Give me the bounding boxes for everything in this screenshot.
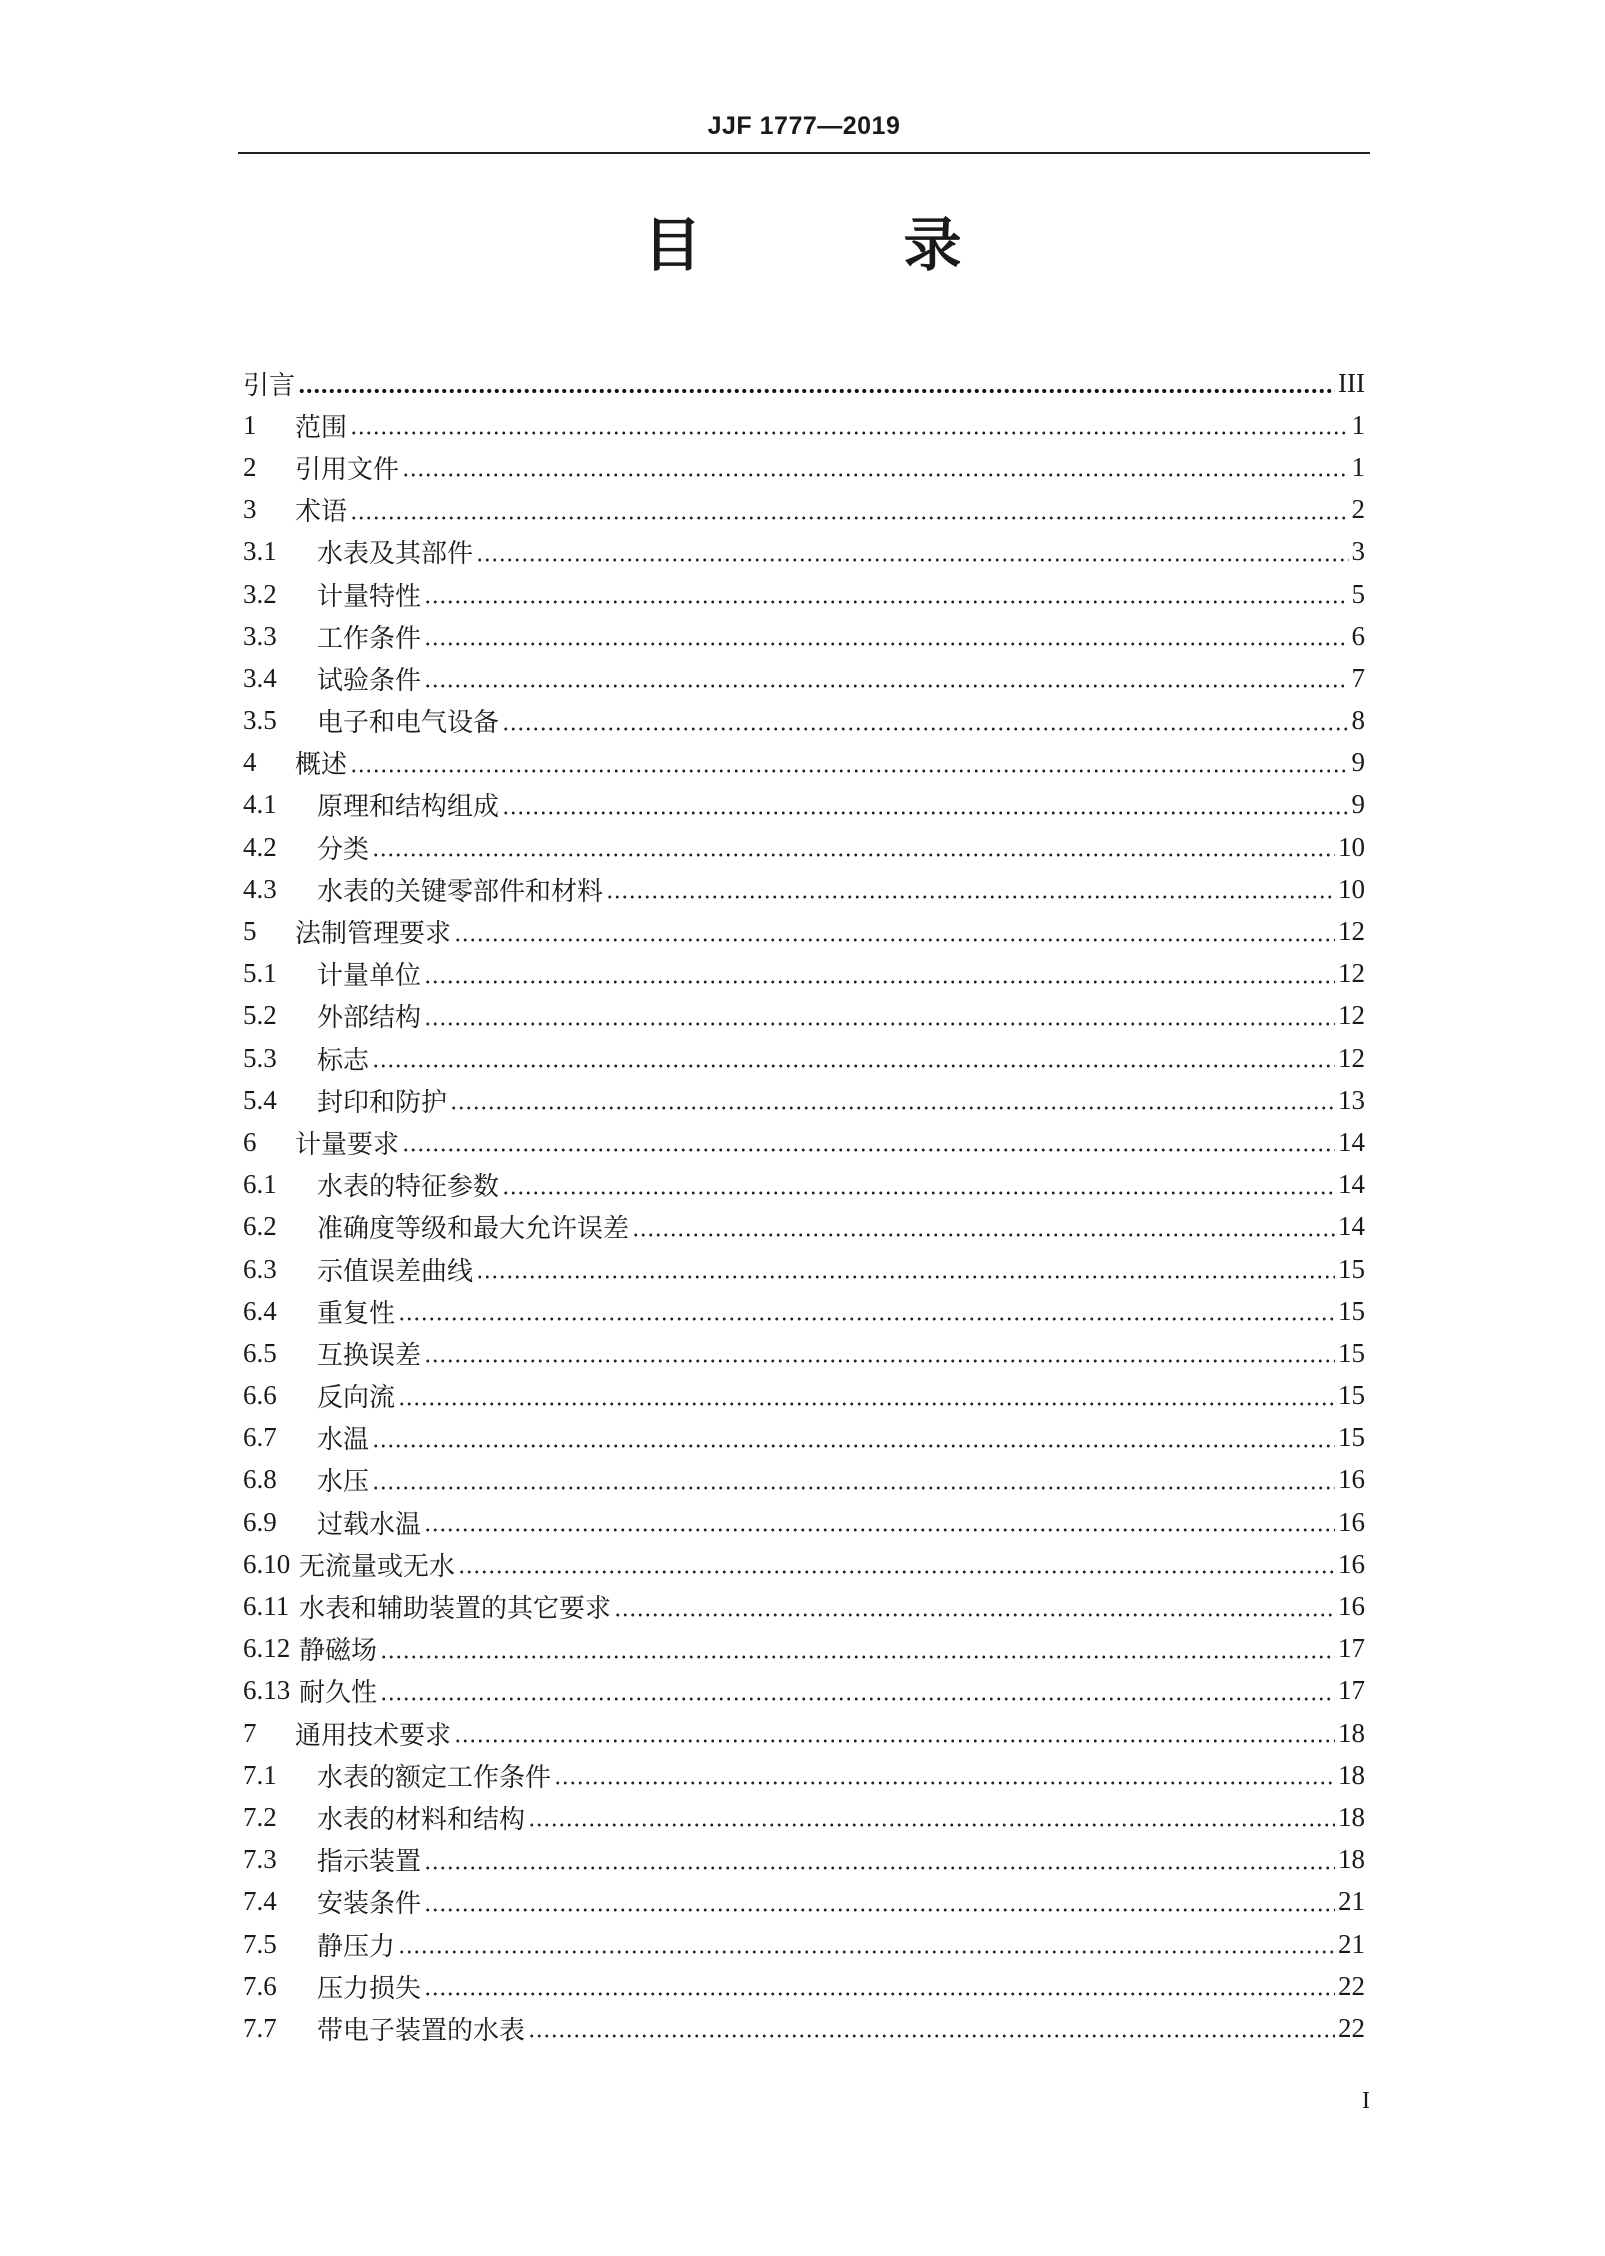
toc-entry — [243, 1754, 1365, 1796]
toc-entry-title: 无流量或无水 — [299, 1551, 456, 1582]
toc-entry-page: 9 — [1351, 789, 1365, 820]
toc-entry-page: 5 — [1351, 578, 1365, 609]
toc-entry — [243, 1248, 1365, 1290]
toc-entry-title: 概述 — [295, 750, 348, 781]
toc-entry — [243, 615, 1365, 657]
toc-entry-number: 3.4 — [243, 662, 277, 693]
page-number: I — [1362, 2088, 1370, 2114]
toc-entry-page: 18 — [1338, 1801, 1365, 1832]
toc-entry — [243, 1037, 1365, 1079]
toc-entry-number: 7 — [243, 1717, 257, 1748]
toc-entry-page: 21 — [1338, 1886, 1365, 1917]
toc-entry-title: 计量单位 — [317, 961, 422, 992]
toc-entry — [243, 1079, 1365, 1121]
toc-entry — [243, 489, 1365, 531]
toc-dot-leader — [424, 600, 1348, 604]
toc-entry-number: 4 — [243, 747, 257, 778]
toc-entry-page: 18 — [1338, 1759, 1365, 1790]
toc-dot-leader — [372, 1486, 1335, 1490]
toc-entry — [243, 404, 1365, 446]
toc-entry-number: 3.5 — [243, 705, 277, 736]
toc-entry-title: 范围 — [295, 412, 348, 443]
toc-entry-number: 4.3 — [243, 873, 277, 904]
table-of-contents — [243, 362, 1365, 2050]
toc-entry — [243, 1164, 1365, 1206]
toc-entry — [243, 657, 1365, 699]
toc-entry-number: 6.1 — [243, 1169, 277, 1200]
toc-dot-leader — [424, 980, 1335, 984]
toc-dot-leader — [372, 853, 1335, 857]
toc-dot-leader — [424, 1866, 1335, 1870]
toc-entry-title: 电子和电气设备 — [317, 708, 500, 739]
toc-dot-leader — [502, 1191, 1335, 1195]
toc-entry-title: 准确度等级和最大允许误差 — [317, 1214, 630, 1245]
toc-entry-title: 耐久性 — [299, 1678, 378, 1709]
toc-entry-title: 外部结构 — [317, 1003, 422, 1034]
toc-dot-leader — [424, 684, 1348, 688]
toc-entry-number: 6.5 — [243, 1337, 277, 1368]
toc-entry-title: 引用文件 — [295, 454, 400, 485]
toc-dot-leader — [350, 769, 1348, 773]
toc-entry-number: 3 — [243, 494, 257, 525]
toc-entry-number: 6.8 — [243, 1464, 277, 1495]
toc-entry-page: 1 — [1351, 451, 1365, 482]
toc-dot-leader — [398, 1317, 1335, 1321]
toc-entry-number: 3.1 — [243, 536, 277, 567]
toc-entry-number: 7.7 — [243, 2012, 277, 2043]
toc-dot-leader — [454, 938, 1335, 942]
toc-entry-page: 2 — [1351, 494, 1365, 525]
toc-entry-page: 16 — [1338, 1464, 1365, 1495]
toc-entry — [243, 1501, 1365, 1543]
toc-entry-number: 5.3 — [243, 1042, 277, 1073]
toc-entry-page: 9 — [1351, 747, 1365, 778]
toc-entry — [243, 1375, 1365, 1417]
toc-entry — [243, 1670, 1365, 1712]
toc-dot-leader — [402, 473, 1348, 477]
toc-dot-leader — [502, 727, 1348, 731]
toc-entry-page: 14 — [1338, 1169, 1365, 1200]
toc-entry-title: 计量特性 — [317, 581, 422, 612]
toc-entry-page: 12 — [1338, 1042, 1365, 1073]
toc-dot-leader — [424, 1528, 1335, 1532]
toc-entry-title: 水表的材料和结构 — [317, 1804, 526, 1835]
toc-entry-number: 5.2 — [243, 1000, 277, 1031]
toc-entry-number: 6.7 — [243, 1422, 277, 1453]
toc-entry-page: 3 — [1351, 536, 1365, 567]
toc-entry-title: 试验条件 — [317, 665, 422, 696]
toc-entry-title: 反向流 — [317, 1383, 396, 1414]
toc-entry — [243, 1796, 1365, 1838]
header-rule — [238, 152, 1370, 154]
toc-dot-leader — [350, 516, 1348, 520]
toc-dot-leader — [298, 389, 1335, 393]
toc-entry-page: 13 — [1338, 1084, 1365, 1115]
toc-dot-leader — [398, 1950, 1335, 1954]
toc-entry-number: 6.10 — [243, 1548, 291, 1579]
toc-entry — [243, 826, 1365, 868]
toc-entry — [243, 1923, 1365, 1965]
toc-entry-title: 互换误差 — [317, 1340, 422, 1371]
toc-entry — [243, 1417, 1365, 1459]
toc-entry-title: 法制管理要求 — [295, 919, 452, 950]
toc-entry-number: 4.1 — [243, 789, 277, 820]
toc-entry-page: 21 — [1338, 1928, 1365, 1959]
toc-entry-number: 6.11 — [243, 1591, 290, 1622]
toc-entry-title: 封印和防护 — [317, 1087, 448, 1118]
toc-entry-title: 指示装置 — [317, 1847, 422, 1878]
toc-entry-number: 5.4 — [243, 1084, 277, 1115]
toc-entry-page: 14 — [1338, 1126, 1365, 1157]
toc-entry-page: 14 — [1338, 1211, 1365, 1242]
toc-entry-page: 16 — [1338, 1591, 1365, 1622]
toc-dot-leader — [372, 1444, 1335, 1448]
toc-dot-leader — [424, 642, 1348, 646]
toc-entry — [243, 1121, 1365, 1163]
toc-entry-title: 过载水温 — [317, 1509, 422, 1540]
toc-entry-number: 6 — [243, 1126, 257, 1157]
toc-entry — [243, 953, 1365, 995]
toc-dot-leader — [398, 1402, 1335, 1406]
toc-entry-title: 重复性 — [317, 1298, 396, 1329]
toc-dot-leader — [424, 1359, 1335, 1363]
toc-dot-leader — [424, 1022, 1335, 1026]
toc-entry — [243, 1881, 1365, 1923]
toc-entry — [243, 573, 1365, 615]
toc-entry-number: 6.6 — [243, 1380, 277, 1411]
toc-entry-title: 工作条件 — [317, 623, 422, 654]
toc-entry — [243, 1628, 1365, 1670]
toc-entry — [243, 700, 1365, 742]
toc-entry-page: 8 — [1351, 705, 1365, 736]
toc-entry-page: 15 — [1338, 1253, 1365, 1284]
toc-entry-title: 水表的关键零部件和材料 — [317, 876, 604, 907]
toc-entry — [243, 1543, 1365, 1585]
toc-dot-leader — [476, 558, 1348, 562]
toc-entry-number: 7.2 — [243, 1801, 277, 1832]
toc-entry-page: 15 — [1338, 1295, 1365, 1326]
toc-entry-page: 12 — [1338, 916, 1365, 947]
toc-entry-title: 术语 — [295, 497, 348, 528]
toc-entry-number: 7.6 — [243, 1970, 277, 2001]
toc-entry-title: 水温 — [317, 1425, 370, 1456]
toc-entry-title: 引言 — [243, 370, 296, 401]
document-code-header: JJF 1777—2019 — [707, 112, 901, 140]
page-title: 目 录 — [643, 211, 1034, 279]
toc-entry-page: 18 — [1338, 1717, 1365, 1748]
toc-entry-page: 17 — [1338, 1675, 1365, 1706]
toc-entry — [243, 1839, 1365, 1881]
toc-entry-number: 3.3 — [243, 620, 277, 651]
toc-entry-title: 压力损失 — [317, 1973, 422, 2004]
toc-dot-leader — [528, 1823, 1335, 1827]
toc-entry-page: 1 — [1351, 409, 1365, 440]
toc-dot-leader — [350, 431, 1348, 435]
toc-entry-number: 7.1 — [243, 1759, 277, 1790]
toc-entry — [243, 1459, 1365, 1501]
toc-entry — [243, 742, 1365, 784]
toc-entry-number: 7.5 — [243, 1928, 277, 1959]
toc-dot-leader — [380, 1697, 1335, 1701]
toc-entry-number: 6.3 — [243, 1253, 277, 1284]
toc-entry-title: 示值误差曲线 — [317, 1256, 474, 1287]
toc-entry-title: 水表的额定工作条件 — [317, 1762, 552, 1793]
toc-entry-title: 带电子装置的水表 — [317, 2015, 526, 2046]
toc-entry-page: 16 — [1338, 1548, 1365, 1579]
toc-dot-leader — [502, 811, 1348, 815]
toc-entry — [243, 1712, 1365, 1754]
toc-entry-page: 15 — [1338, 1380, 1365, 1411]
toc-entry-page: 10 — [1338, 873, 1365, 904]
toc-entry-title: 水表及其部件 — [317, 539, 474, 570]
toc-entry — [243, 1332, 1365, 1374]
toc-entry — [243, 910, 1365, 952]
toc-entry-page: 15 — [1338, 1422, 1365, 1453]
toc-entry-number: 5 — [243, 916, 257, 947]
toc-entry — [243, 868, 1365, 910]
toc-entry-title: 通用技术要求 — [295, 1720, 452, 1751]
toc-dot-leader — [614, 1613, 1335, 1617]
toc-dot-leader — [454, 1739, 1335, 1743]
toc-entry-number: 1 — [243, 409, 257, 440]
toc-entry-number: 3.2 — [243, 578, 277, 609]
toc-dot-leader — [554, 1781, 1335, 1785]
toc-entry — [243, 784, 1365, 826]
toc-dot-leader — [402, 1148, 1335, 1152]
toc-entry-title: 原理和结构组成 — [317, 792, 500, 823]
toc-entry — [243, 1965, 1365, 2007]
toc-entry — [243, 446, 1365, 488]
toc-dot-leader — [528, 2034, 1335, 2038]
toc-entry-title: 静压力 — [317, 1931, 396, 1962]
toc-entry-page: 10 — [1338, 831, 1365, 862]
toc-entry-page: 22 — [1338, 1970, 1365, 2001]
toc-entry-title: 水压 — [317, 1467, 370, 1498]
toc-dot-leader — [606, 895, 1335, 899]
toc-entry-number: 6.13 — [243, 1675, 291, 1706]
toc-entry — [243, 995, 1365, 1037]
toc-entry-page: 15 — [1338, 1337, 1365, 1368]
toc-entry-number: 6.4 — [243, 1295, 277, 1326]
toc-entry-page: 22 — [1338, 2012, 1365, 2043]
toc-entry — [243, 1585, 1365, 1627]
toc-entry-page: 17 — [1338, 1633, 1365, 1664]
toc-entry — [243, 531, 1365, 573]
toc-entry-number: 4.2 — [243, 831, 277, 862]
toc-entry-title: 静磁场 — [299, 1636, 378, 1667]
toc-dot-leader — [380, 1655, 1335, 1659]
toc-entry — [243, 1206, 1365, 1248]
toc-entry-number: 6.12 — [243, 1633, 291, 1664]
toc-entry-title: 计量要求 — [295, 1129, 400, 1160]
toc-entry-page: 16 — [1338, 1506, 1365, 1537]
toc-entry-page: 7 — [1351, 662, 1365, 693]
toc-entry-page: 6 — [1351, 620, 1365, 651]
toc-entry-number: 7.4 — [243, 1886, 277, 1917]
toc-dot-leader — [632, 1233, 1335, 1237]
toc-dot-leader — [372, 1064, 1335, 1068]
toc-entry-title: 水表和辅助装置的其它要求 — [299, 1594, 612, 1625]
toc-entry — [243, 362, 1365, 404]
toc-entry-page: 18 — [1338, 1844, 1365, 1875]
toc-entry-number: 5.1 — [243, 958, 277, 989]
toc-entry-title: 安装条件 — [317, 1889, 422, 1920]
toc-entry-title: 水表的特征参数 — [317, 1172, 500, 1203]
toc-dot-leader — [424, 1908, 1335, 1912]
toc-entry-title: 分类 — [317, 834, 370, 865]
toc-entry-number: 6.9 — [243, 1506, 277, 1537]
toc-entry — [243, 1290, 1365, 1332]
toc-entry — [243, 2007, 1365, 2049]
toc-entry-title: 标志 — [317, 1045, 370, 1076]
toc-dot-leader — [424, 1992, 1335, 1996]
toc-entry-page: III — [1338, 367, 1365, 398]
toc-entry-page: 12 — [1338, 1000, 1365, 1031]
toc-entry-number: 2 — [243, 451, 257, 482]
toc-entry-page: 12 — [1338, 958, 1365, 989]
toc-entry-number: 6.2 — [243, 1211, 277, 1242]
toc-dot-leader — [476, 1275, 1335, 1279]
toc-entry-number: 7.3 — [243, 1844, 277, 1875]
toc-dot-leader — [458, 1570, 1335, 1574]
toc-dot-leader — [450, 1106, 1335, 1110]
